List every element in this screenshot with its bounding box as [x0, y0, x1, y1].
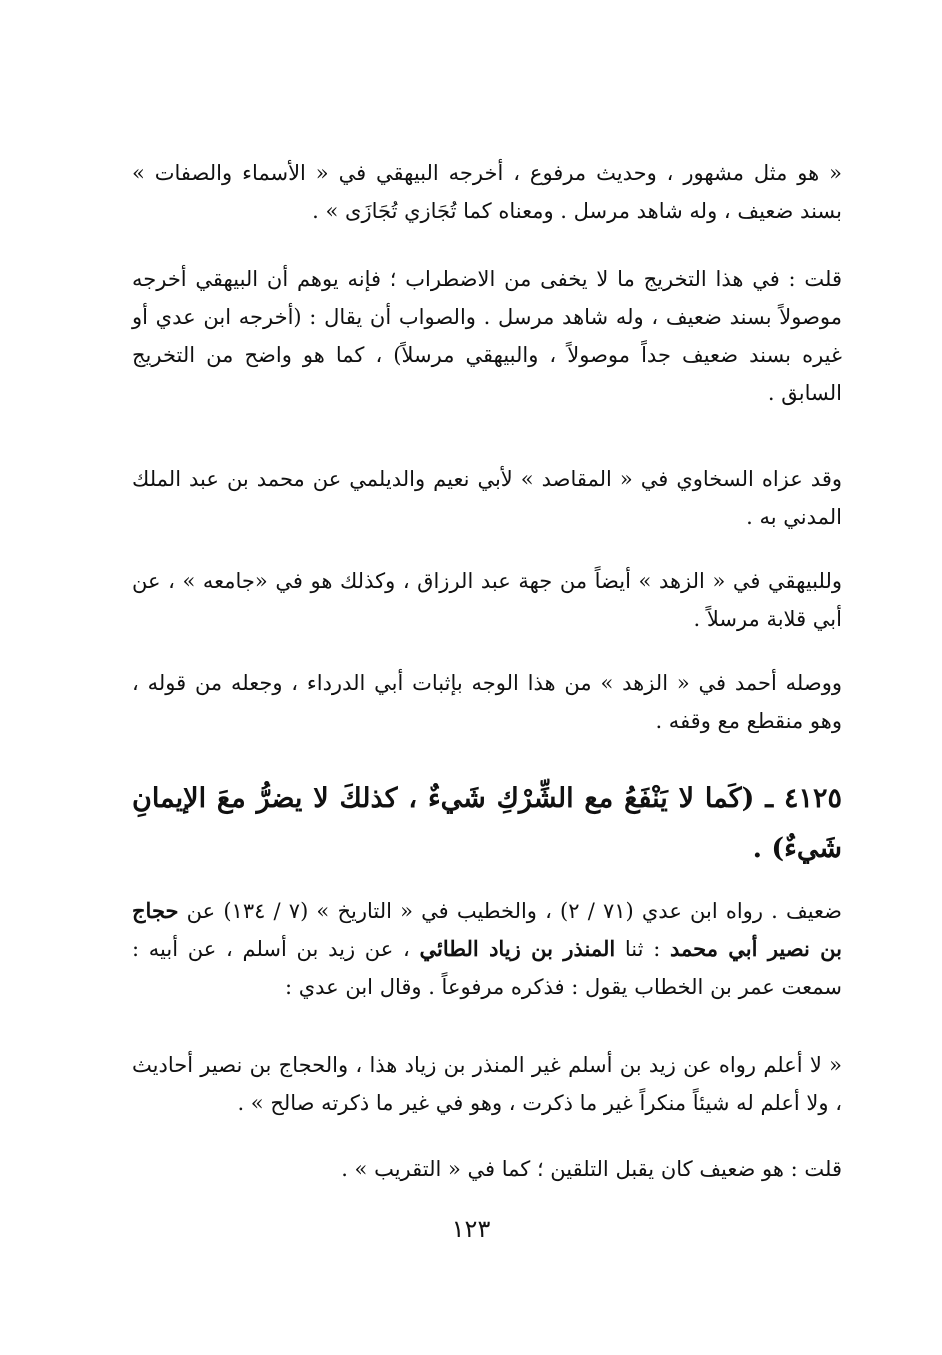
attribution-paragraph: وقد عزاه السخاوي في « المقاصد » لأبي نعيم والديلمي عن محمد بن عبد الملك المدني به .	[132, 467, 842, 529]
hadith-heading: ٤١٢٥ ـ (كَما لا يَنْفَعُ مع الشِّرْكِ شَيءٌ ، كذلكَ لا يضرُّ معَ الإيمانِ شَيءٌ) .	[132, 783, 842, 864]
ahmad-paragraph: ووصله أحمد في « الزهد » من هذا الوجه بإثبات أبي الدرداء ، وجعله من قوله ، وهو منقطع مع وقفه .	[132, 671, 842, 733]
grading-text-part2: : ثنا	[615, 937, 670, 961]
narrator-name-2: المنذر بن زياد الطائي	[419, 936, 616, 961]
grading-text-part1: ضعيف . رواه ابن عدي (٧١ / ٢) ، والخطيب في « التاريخ » (٧ / ١٣٤) عن	[178, 899, 842, 923]
quote-paragraph: « هو مثل مشهور ، وحديث مرفوع ، أخرجه البيهقي في « الأسماء والصفات » بسند ضعيف ، وله شاهد مرسل . ومعناه كما تُجَازي تُجَازَى » .	[132, 161, 842, 223]
ibn-adi-quote: « لا أعلم رواه عن زيد بن أسلم غير المنذر بن زياد هذا ، والحجاج بن نصير أحاديث ، ولا أعلم له شيئاً منكراً غير ما ذكرت ، وهو في غير ما ذكرته صالح » .	[132, 1053, 842, 1115]
closing-paragraph: قلت : هو ضعيف كان يقبل التلقين ؛ كما في « التقريب » .	[341, 1157, 842, 1181]
grading-paragraph	[132, 892, 842, 1006]
page-number: ١٢٣	[451, 1215, 491, 1243]
bayhaqi-paragraph: وللبيهقي في « الزهد » أيضاً من جهة عبد الرزاق ، وكذلك هو في «جامعه » ، عن أبي قلابة مرسلاً .	[132, 569, 842, 631]
narrator-name: حجاج بن نصير أبي محمد	[132, 898, 842, 961]
grading-text-part3: ، عن زيد بن أسلم ، عن أبيه : سمعت عمر بن الخطاب يقول : فذكره مرفوعاً . وقال ابن عدي :	[132, 937, 842, 999]
commentary-paragraph: قلت : في هذا التخريج ما لا يخفى من الاضطراب ؛ فإنه يوهم أن البيهقي أخرجه موصولاً بسند ضعيف ، وله شاهد مرسل . والصواب أن يقال : (أخرجه ابن عدي أو غيره بسند ضعيف جداً موصولاً ، والبيهقي مرسلاً) ، كما هو واضح من التخريج السابق .	[132, 267, 842, 405]
